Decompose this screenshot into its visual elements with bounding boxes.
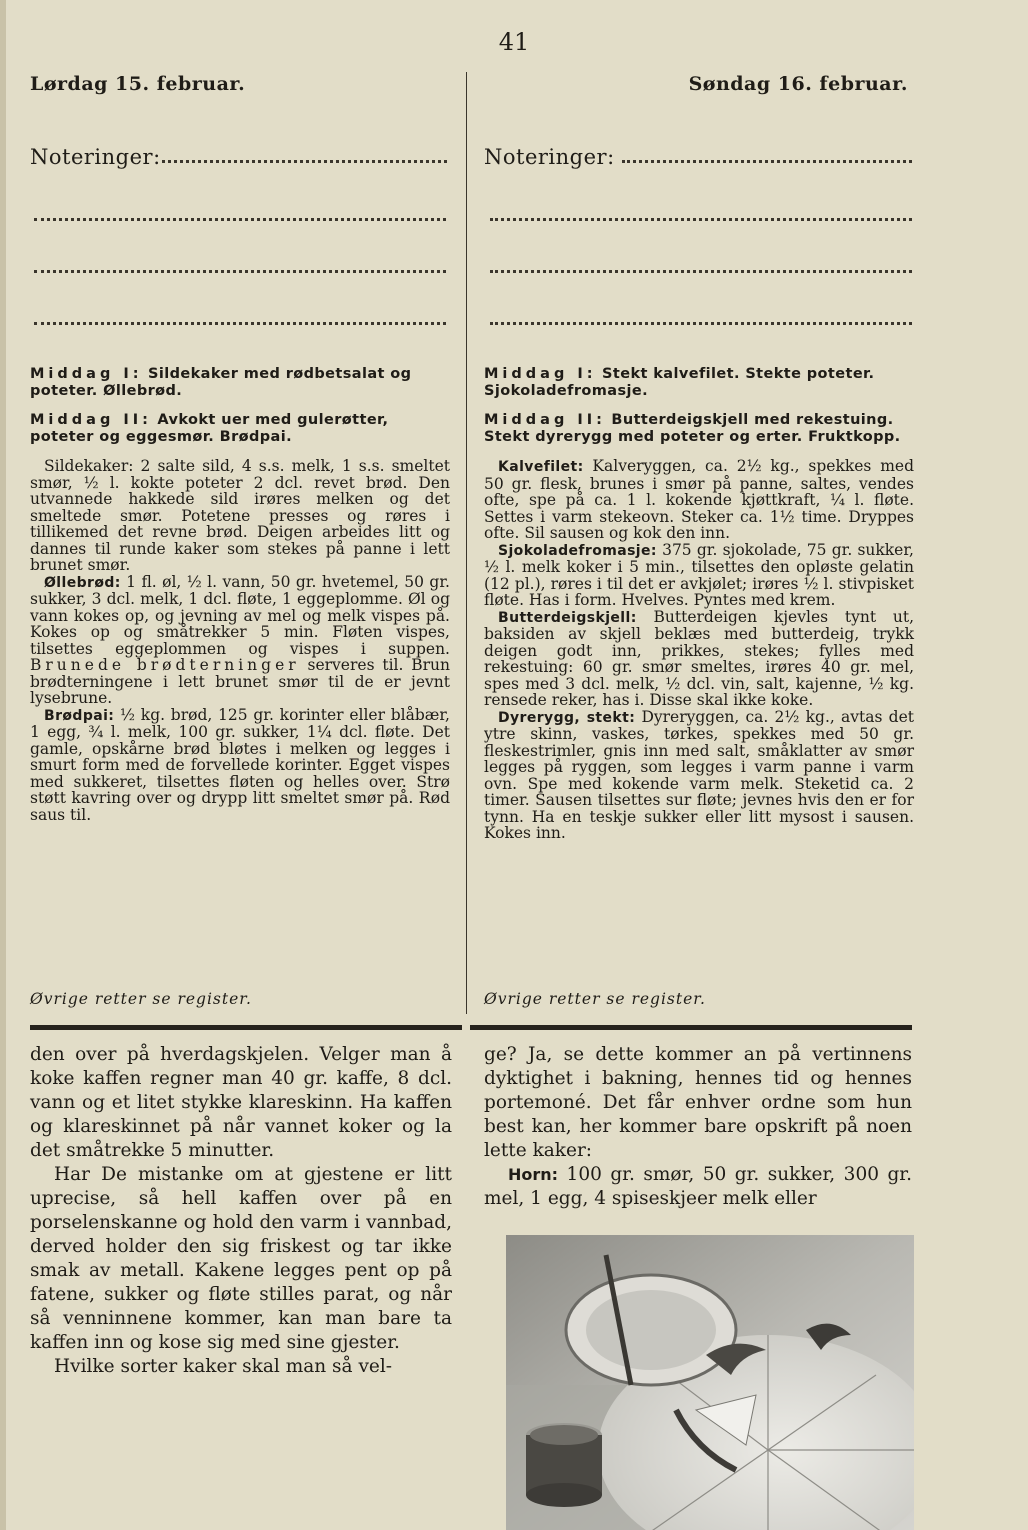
right-notes-line-4 — [490, 322, 912, 325]
recipe-ollebrod — [30, 574, 450, 707]
right-more-recipes-note: Øvrige retter se register. — [484, 990, 706, 1008]
baking-photo — [506, 1235, 914, 1530]
horn-title: Horn: — [508, 1165, 559, 1184]
recipe-title: Sildekaker: — [44, 457, 134, 475]
recipe-body: Kalveryggen, ca. 2½ kg., spekkes med 50 gr. flesk, brunes i smør på panne, saltes, vendes ofte, spe på ca. 1 l. kokende kjøttkraft, ¼ l. fløte. Settes i varm stekeovn. Steker ca. 1½ time. Dryppes ofte. Sil sausen og kok den inn. — [484, 457, 914, 542]
recipe-body: ½ kg. brød, 125 gr. korinter eller blåbær, 1 egg, ¾ l. melk, 100 gr. sukker, 1¼ dcl. fløte. Det gamle, opskårne brød bløtes i melken og legges i smurt form med de forvellede korinter. Egget vispes med sukkeret, tilsettes fløten og helles over. Strø støtt kavring over og drypp litt smeltet smør på. Rød saus til. — [30, 705, 450, 824]
dinner-label: Middag I: — [30, 366, 143, 382]
article-paragraph: Hvilke sorter kaker skal man så vel- — [54, 1356, 393, 1377]
article-paragraph: ge? Ja, se dette kommer an på vertinnens dyktighet i bakning, hennes tid og hennes portemoné. Det får enhver ordne som hun best kan, her kommer bare opskrift på noen lette kaker: — [484, 1044, 912, 1161]
article-left-column — [30, 1043, 452, 1379]
recipe-body: 375 gr. sjokolade, 75 gr. sukker, ½ l. melk koker i 5 min., tilsettes den opløste gelatin (12 pl.), røres i til det er avkjølet; irøres ½ l. stivpisket fløte. Has i form. Hvelves. Pyntes med krem. — [484, 540, 914, 609]
recipe-body: Dyreryggen, ca. 2½ kg., avtas det ytre skinn, vaskes, tørkes, spekkes med 50 gr. fleskestrimler, gnis inn med salt, småklatter av smør legges på ryggen, som legges i varm panne i varm ovn. Spe med kokende varm melk. Steketid ca. 2 timer. Sausen tilsettes sur fløte; jevnes hvis den er for tynn. Ha en teskje sukker eller litt mysost i sausen. Kokes inn. — [484, 707, 914, 842]
dinner-text: Sildekaker med rødbetsalat og poteter. Øllebrød. — [30, 366, 412, 399]
section-rule-right — [470, 1025, 912, 1030]
recipe-title: Dyrerygg, stekt: — [498, 709, 636, 726]
right-day-heading: Søndag 16. februar. — [688, 73, 908, 95]
recipe-title: Øllebrød: — [44, 574, 121, 591]
dinner-label: Middag II: — [30, 412, 152, 428]
left-notes-line-1 — [162, 160, 447, 163]
article-paragraph — [484, 1163, 912, 1211]
right-notes-line-1 — [622, 160, 912, 163]
left-day-heading: Lørdag 15. februar. — [30, 73, 246, 95]
right-notes-text: Noteringer: — [484, 145, 615, 169]
left-notes-label — [30, 145, 161, 169]
dinner-text: Butterdeigskjell med rekestuing. Stekt dyrerygg med poteter og erter. Fruktkopp. — [484, 412, 901, 445]
article-paragraph: den over på hverdagskjelen. Velger man å koke kaffen regner man 40 gr. kaffe, 8 dcl. vann og et litet stykke klareskinn. Ha kaffen og klareskinnet på når vannet koker og la det småtrekke 5 minutter. — [30, 1044, 452, 1161]
recipe-title: Sjokoladefromasje: — [498, 542, 657, 559]
dinner-label: Middag II: — [484, 412, 606, 428]
recipe-sildekaker — [30, 458, 450, 574]
dinner-text: Avkokt uer med gulerøtter, poteter og eggesmør. Brødpai. — [30, 412, 389, 445]
recipe-title: Kalvefilet: — [498, 459, 584, 475]
recipe-body: 1 fl. øl, ½ l. vann, 50 gr. hvetemel, 50 gr. sukker, 3 dcl. melk, 1 dcl. fløte, 1 eggeplomme. Øl og vann kokes op, og jevning av mel og melk vispes på. Kokes op og småtrekker 5 min. Fløten vispes, tilsettes eggeplommen og vispes i suppen. — [30, 572, 450, 658]
left-notes-line-3 — [34, 270, 446, 273]
recipe-body: 2 salte sild, 4 s.s. melk, 1 s.s. smeltet smør, ½ l. kokte poteter 2 dcl. revet brød. Den utvannede hakkede sild irøres melken og det smeltede smør. Potetene presses og røres i tillikemed det revne brød. Deigen arbeides litt og dannes til runde kaker som stekes på panne i lett brunet smør. — [30, 457, 451, 574]
left-notes-text: Noteringer: — [30, 145, 161, 169]
recipe-title: Brødpai: — [44, 707, 115, 724]
article-right-column — [484, 1043, 912, 1211]
horn-text: 100 gr. smør, 50 gr. sukker, 300 gr. mel, 1 egg, 4 spiseskjeer melk eller — [484, 1164, 912, 1209]
right-notes-line-2 — [490, 218, 912, 221]
recipe-body: serveres til. Brun brødterningene i lett brunet smør til de er jevnt lysebrune. — [30, 656, 450, 707]
recipe-body: Butterdeigen kjevles tynt ut, baksiden av skjell beklæs med butterdeig, trykk deigen godt inn, prikkes, stekes; fylles med rekestuing: 60 gr. smør smeltes, irøres 40 gr. mel, spes med 3 dcl. melk, ½ dcl. vin, salt, kajenne, ½ kg. rensede reker, has i. Disse skal ikke koke. — [484, 607, 914, 709]
recipe-kalvefilet — [484, 458, 914, 542]
right-notes-label — [484, 145, 615, 169]
right-notes-line-3 — [490, 270, 912, 273]
recipe-brodpai — [30, 707, 450, 824]
article-paragraph: Har De mistanke om at gjestene er litt uprecise, så hell kaffen over på en porselenskanne og hold den varm i vannbad, derved holder den sig friskest og tar ikke smak av metall. Kakene legges pent op på fatene, sukker og fløte stilles parat, og når så venninnene kommer, kan man bare ta kaffen inn og kose sig med sine gjester. — [30, 1164, 452, 1353]
column-divider — [466, 72, 467, 1014]
dinner-text: Stekt kalvefilet. Stekte poteter. Sjokoladefromasje. — [484, 366, 875, 399]
right-dinner-1 — [484, 366, 914, 400]
right-dinner-2 — [484, 412, 914, 446]
recipe-butterdeigskjell — [484, 609, 914, 709]
recipe-dyrerygg — [484, 709, 914, 842]
left-notes-line-4 — [34, 322, 446, 325]
recipe-title: Butterdeigskjell: — [498, 609, 637, 626]
page-number: 41 — [498, 28, 530, 56]
section-rule-left — [30, 1025, 462, 1030]
dinner-label: Middag I: — [484, 366, 597, 382]
left-recipes — [30, 366, 450, 823]
right-recipes — [484, 366, 914, 842]
baking-photo-illustration — [506, 1235, 914, 1530]
left-dinner-1 — [30, 366, 450, 400]
recipe-emphasis: Brunede brødterninger — [30, 656, 300, 674]
left-dinner-2 — [30, 412, 450, 446]
recipe-sjokoladefromasje — [484, 542, 914, 609]
left-notes-line-2 — [34, 218, 446, 221]
left-more-recipes-note: Øvrige retter se register. — [30, 990, 252, 1008]
